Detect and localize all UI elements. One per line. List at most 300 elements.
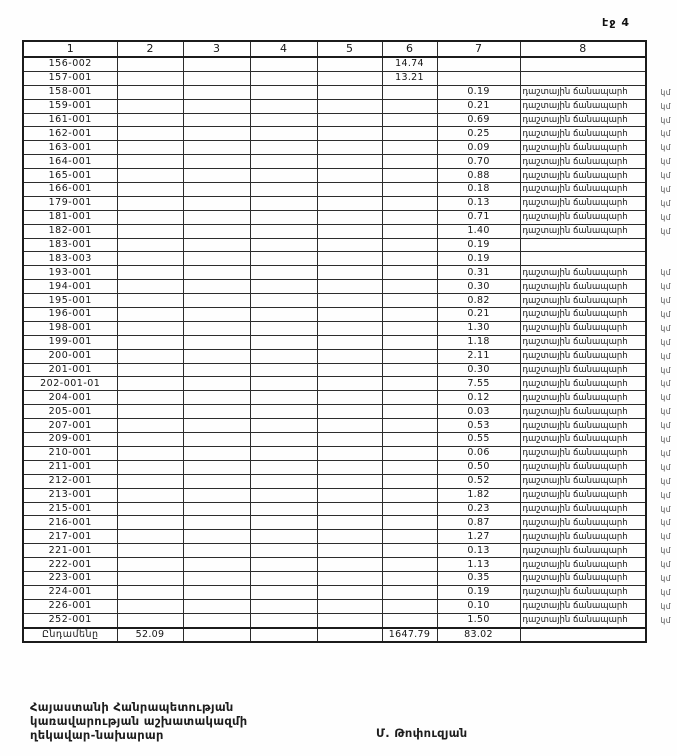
cell-col2 (117, 294, 183, 308)
footer-org-line1: Հայաստանի Հանրապետության (30, 700, 234, 714)
cell-col4 (250, 308, 317, 322)
cell-col7: 0.31 (437, 266, 520, 280)
cell-col6 (382, 308, 437, 322)
cell-col3 (183, 349, 250, 363)
cell-road-code: 179-001 (23, 196, 117, 210)
cell-col5 (317, 446, 382, 460)
cell-col4 (250, 516, 317, 530)
cell-col6 (382, 224, 437, 238)
cell-col5 (317, 252, 382, 266)
cell-road-type (520, 183, 671, 197)
road-type-text: դաշտային ճանապարհ (522, 531, 628, 542)
total-col5 (317, 628, 382, 643)
table-row (23, 85, 646, 99)
cell-road-code: 209-001 (23, 433, 117, 447)
cell-col3 (183, 613, 250, 627)
cell-col6 (382, 502, 437, 516)
table-row (23, 460, 646, 474)
cell-col2 (117, 558, 183, 572)
margin-unit-note: կմ (660, 379, 671, 389)
cell-col3 (183, 433, 250, 447)
margin-unit-note: կմ (660, 129, 671, 139)
cell-road-code: 199-001 (23, 335, 117, 349)
cell-road-type (520, 169, 671, 183)
cell-col6 (382, 474, 437, 488)
table-row (23, 141, 646, 155)
cell-col6 (382, 99, 437, 113)
cell-col3 (183, 99, 250, 113)
road-type-text: դաշտային ճանապարհ (522, 545, 628, 556)
road-type-text: դաշտային ճանապարհ (522, 86, 628, 98)
cell-col3 (183, 210, 250, 224)
cell-col2 (117, 391, 183, 405)
table-row (23, 405, 646, 419)
column-header-4: 4 (250, 41, 317, 57)
cell-col5 (317, 530, 382, 544)
cell-col3 (183, 446, 250, 460)
road-type-text: դաշտային ճանապարհ (522, 406, 628, 417)
cell-road-code: 200-001 (23, 349, 117, 363)
table-body (23, 57, 671, 628)
cell-col3 (183, 363, 250, 377)
cell-col7: 7.55 (437, 377, 520, 391)
cell-col7: 1.27 (437, 530, 520, 544)
cell-road-type (520, 280, 671, 294)
cell-road-code: 204-001 (23, 391, 117, 405)
cell-col7: 0.06 (437, 446, 520, 460)
table-row (23, 335, 646, 349)
cell-col7: 0.13 (437, 196, 520, 210)
cell-road-code: 157-001 (23, 71, 117, 85)
cell-col3 (183, 113, 250, 127)
cell-road-type (520, 585, 671, 599)
road-type-text: դաշտային ճանապարհ (522, 378, 628, 390)
cell-col4 (250, 488, 317, 502)
margin-unit-note: կմ (660, 435, 671, 445)
cell-col3 (183, 391, 250, 405)
cell-col3 (183, 127, 250, 141)
road-type-text: դաշտային ճանապարհ (522, 156, 628, 167)
cell-col6 (382, 613, 437, 627)
road-type-text: դաշտային ճանապարհ (522, 462, 628, 473)
cell-col4 (250, 196, 317, 210)
cell-col3 (183, 502, 250, 516)
cell-road-code: 196-001 (23, 308, 117, 322)
column-header-3: 3 (183, 41, 250, 57)
cell-col4 (250, 502, 317, 516)
cell-col2 (117, 405, 183, 419)
cell-road-code: 161-001 (23, 113, 117, 127)
cell-col7: 0.13 (437, 544, 520, 558)
margin-unit-note: կմ (660, 560, 671, 570)
cell-col3 (183, 308, 250, 322)
cell-road-type (520, 613, 671, 627)
road-type-text: դաշտային ճանապարհ (522, 184, 628, 195)
cell-col4 (250, 544, 317, 558)
cell-road-type (520, 113, 671, 127)
cell-col6 (382, 599, 437, 613)
cell-col6 (382, 433, 437, 447)
cell-col5 (317, 141, 382, 155)
cell-col2 (117, 183, 183, 197)
cell-col3 (183, 169, 250, 183)
cell-col6 (382, 252, 437, 266)
cell-col6 (382, 377, 437, 391)
cell-road-code: 182-001 (23, 224, 117, 238)
cell-col3 (183, 599, 250, 613)
cell-col5 (317, 127, 382, 141)
total-col3 (183, 628, 250, 643)
cell-road-type (520, 474, 671, 488)
cell-col7: 1.13 (437, 558, 520, 572)
cell-col3 (183, 321, 250, 335)
road-type-text: դաշտային ճանապարհ (522, 142, 628, 154)
road-type-text: դաշտային ճանապարհ (522, 614, 628, 626)
cell-col7: 0.09 (437, 141, 520, 155)
table-row (23, 571, 646, 585)
cell-col7: 0.52 (437, 474, 520, 488)
cell-col7: 1.50 (437, 613, 520, 627)
margin-unit-note: կմ (660, 546, 671, 556)
table-row (23, 544, 646, 558)
cell-col2 (117, 57, 183, 71)
cell-col3 (183, 238, 250, 252)
cell-col6 (382, 446, 437, 460)
cell-road-code: 156-002 (23, 57, 117, 71)
cell-col5 (317, 419, 382, 433)
cell-road-type (520, 530, 671, 544)
cell-col7: 0.30 (437, 363, 520, 377)
cell-col5 (317, 502, 382, 516)
road-type-text: դաշտային ճանապարհ (522, 267, 628, 279)
table-row (23, 266, 646, 280)
cell-col7: 0.88 (437, 169, 520, 183)
margin-unit-note: կմ (660, 198, 671, 208)
cell-col4 (250, 127, 317, 141)
cell-road-code: 252-001 (23, 613, 117, 627)
cell-col4 (250, 571, 317, 585)
cell-col2 (117, 544, 183, 558)
road-type-text: դաշտային ճանապարհ (522, 559, 628, 570)
cell-col3 (183, 419, 250, 433)
footer-title-line3: ղեկավար-նախարար (30, 728, 164, 742)
cell-road-type (520, 419, 671, 433)
cell-road-type (520, 391, 671, 405)
cell-col2 (117, 585, 183, 599)
margin-unit-note: կմ (660, 212, 671, 222)
cell-col7: 0.50 (437, 460, 520, 474)
cell-col4 (250, 363, 317, 377)
cell-col7: 0.23 (437, 502, 520, 516)
cell-col2 (117, 71, 183, 85)
cell-road-type (520, 71, 646, 85)
cell-col3 (183, 335, 250, 349)
cell-road-code: 224-001 (23, 585, 117, 599)
cell-col5 (317, 57, 382, 71)
cell-col7: 0.30 (437, 280, 520, 294)
cell-road-code: 213-001 (23, 488, 117, 502)
cell-col6 (382, 141, 437, 155)
cell-col3 (183, 405, 250, 419)
table-row (23, 308, 646, 322)
cell-col5 (317, 210, 382, 224)
cell-road-code: 201-001 (23, 363, 117, 377)
cell-road-type (520, 405, 671, 419)
cell-road-code: 202-001-01 (23, 377, 117, 391)
margin-unit-note: կմ (660, 573, 671, 583)
table-row (23, 530, 646, 544)
road-type-text: դաշտային ճանապարհ (522, 573, 628, 584)
cell-col5 (317, 321, 382, 335)
cell-col4 (250, 391, 317, 405)
table-row (23, 294, 646, 308)
margin-unit-note: կմ (660, 323, 671, 333)
cell-col3 (183, 516, 250, 530)
cell-col7: 1.18 (437, 335, 520, 349)
cell-col5 (317, 377, 382, 391)
cell-col5 (317, 155, 382, 169)
cell-road-type (520, 571, 671, 585)
table-row (23, 558, 646, 572)
cell-col5 (317, 71, 382, 85)
road-type-text: դաշտային ճանապարհ (522, 420, 628, 431)
cell-col5 (317, 238, 382, 252)
road-type-text: դաշտային ճանապարհ (522, 295, 628, 306)
table-row (23, 183, 646, 197)
cell-col3 (183, 544, 250, 558)
cell-col2 (117, 99, 183, 113)
cell-col4 (250, 433, 317, 447)
road-type-text: դաշտային ճանապարհ (522, 489, 628, 501)
roads-table-wrapper (22, 40, 671, 643)
cell-col3 (183, 530, 250, 544)
margin-unit-note: կմ (660, 171, 671, 181)
table-row (23, 321, 646, 335)
cell-col2 (117, 196, 183, 210)
cell-road-code: 193-001 (23, 266, 117, 280)
cell-col6 (382, 321, 437, 335)
cell-col7: 0.19 (437, 252, 520, 266)
cell-col6: 13.21 (382, 71, 437, 85)
cell-col7: 0.55 (437, 433, 520, 447)
cell-road-code: 195-001 (23, 294, 117, 308)
cell-col7: 0.35 (437, 571, 520, 585)
cell-col6 (382, 405, 437, 419)
table-row (23, 99, 646, 113)
cell-col5 (317, 585, 382, 599)
cell-road-type (520, 238, 646, 252)
cell-col4 (250, 405, 317, 419)
cell-col5 (317, 224, 382, 238)
table-row (23, 113, 646, 127)
cell-col2 (117, 85, 183, 99)
cell-col2 (117, 363, 183, 377)
cell-col7: 0.82 (437, 294, 520, 308)
road-type-text: դաշտային ճանապարհ (522, 337, 628, 348)
cell-road-code: 183-003 (23, 252, 117, 266)
margin-unit-note: կմ (660, 282, 671, 292)
cell-road-type (520, 321, 671, 335)
cell-road-type (520, 294, 671, 308)
margin-unit-note: կմ (660, 448, 671, 458)
cell-col6 (382, 460, 437, 474)
cell-col5 (317, 183, 382, 197)
table-row (23, 155, 646, 169)
cell-col2 (117, 349, 183, 363)
table-row (23, 224, 646, 238)
cell-col2 (117, 502, 183, 516)
cell-col4 (250, 183, 317, 197)
cell-col3 (183, 252, 250, 266)
cell-road-code: 223-001 (23, 571, 117, 585)
cell-col7: 0.53 (437, 419, 520, 433)
cell-col6 (382, 238, 437, 252)
cell-col2 (117, 433, 183, 447)
cell-col2 (117, 169, 183, 183)
cell-col4 (250, 613, 317, 627)
cell-road-type (520, 502, 671, 516)
header-row (23, 41, 646, 57)
cell-col7: 0.18 (437, 183, 520, 197)
margin-unit-note: կմ (660, 587, 671, 597)
cell-col4 (250, 377, 317, 391)
cell-col7 (437, 57, 520, 71)
margin-unit-note: կմ (660, 268, 671, 278)
cell-col3 (183, 571, 250, 585)
cell-col6: 14.74 (382, 57, 437, 71)
cell-col2 (117, 155, 183, 169)
total-col6: 1647.79 (382, 628, 437, 643)
cell-col4 (250, 224, 317, 238)
cell-col7: 0.10 (437, 599, 520, 613)
margin-unit-note: կմ (660, 518, 671, 528)
cell-col3 (183, 224, 250, 238)
cell-col3 (183, 183, 250, 197)
cell-col7: 0.25 (437, 127, 520, 141)
margin-unit-note: կմ (660, 615, 671, 625)
margin-unit-note: կմ (660, 601, 671, 611)
cell-col2 (117, 113, 183, 127)
cell-col3 (183, 280, 250, 294)
cell-road-type (520, 433, 671, 447)
cell-col4 (250, 169, 317, 183)
cell-col4 (250, 57, 317, 71)
cell-col7: 0.19 (437, 238, 520, 252)
cell-col4 (250, 155, 317, 169)
cell-col4 (250, 474, 317, 488)
cell-col5 (317, 196, 382, 210)
column-header-6: 6 (382, 41, 437, 57)
column-header-7: 7 (437, 41, 520, 57)
cell-col4 (250, 599, 317, 613)
cell-col4 (250, 252, 317, 266)
cell-col5 (317, 613, 382, 627)
cell-col7: 0.21 (437, 99, 520, 113)
cell-col5 (317, 99, 382, 113)
table-row (23, 446, 646, 460)
cell-road-code: 162-001 (23, 127, 117, 141)
cell-col4 (250, 446, 317, 460)
cell-road-type (520, 85, 671, 99)
column-header-1: 1 (23, 41, 117, 57)
table-row (23, 488, 646, 502)
cell-col5 (317, 488, 382, 502)
column-header-2: 2 (117, 41, 183, 57)
page-number-label: էջ 4 (602, 16, 630, 29)
cell-road-type (520, 460, 671, 474)
cell-road-type (520, 155, 671, 169)
cell-col4 (250, 238, 317, 252)
column-header-8: 8 (520, 41, 646, 57)
cell-col5 (317, 280, 382, 294)
cell-col2 (117, 238, 183, 252)
cell-col2 (117, 210, 183, 224)
cell-col4 (250, 266, 317, 280)
cell-road-type (520, 266, 671, 280)
cell-col7: 1.82 (437, 488, 520, 502)
cell-col6 (382, 335, 437, 349)
cell-col5 (317, 294, 382, 308)
cell-col3 (183, 558, 250, 572)
road-type-text: դաշտային ճանապարհ (522, 475, 628, 487)
margin-unit-note: կմ (660, 365, 671, 375)
cell-road-type (520, 99, 671, 113)
cell-col3 (183, 377, 250, 391)
cell-col6 (382, 530, 437, 544)
margin-unit-note: կմ (660, 157, 671, 167)
cell-col4 (250, 113, 317, 127)
cell-col5 (317, 433, 382, 447)
road-type-text: դաշտային ճանապարհ (522, 198, 628, 209)
table-row (23, 613, 646, 627)
cell-col3 (183, 196, 250, 210)
table-row (23, 280, 646, 294)
cell-col4 (250, 85, 317, 99)
cell-col5 (317, 349, 382, 363)
cell-col4 (250, 460, 317, 474)
cell-col6 (382, 210, 437, 224)
cell-col6 (382, 169, 437, 183)
road-type-text: դաշտային ճանապարհ (522, 309, 628, 320)
table-row (23, 599, 646, 613)
cell-col4 (250, 585, 317, 599)
road-type-text: դաշտային ճանապարհ (522, 128, 628, 140)
cell-col3 (183, 85, 250, 99)
margin-unit-note: կմ (660, 532, 671, 542)
cell-col2 (117, 599, 183, 613)
cell-col7: 0.69 (437, 113, 520, 127)
margin-unit-note: կմ (660, 421, 671, 431)
cell-col4 (250, 99, 317, 113)
cell-road-type (520, 363, 671, 377)
cell-col2 (117, 446, 183, 460)
cell-col5 (317, 599, 382, 613)
cell-road-type (520, 446, 671, 460)
cell-col3 (183, 585, 250, 599)
road-type-text: դաշտային ճանապարհ (522, 448, 628, 459)
cell-road-type (520, 349, 671, 363)
cell-col3 (183, 460, 250, 474)
cell-col2 (117, 141, 183, 155)
margin-unit-note: կմ (660, 393, 671, 403)
cell-road-type (520, 210, 671, 224)
cell-road-code: 217-001 (23, 530, 117, 544)
road-type-text: դաշտային ճանապարհ (522, 114, 628, 126)
road-type-text: դաշտային ճանապարհ (522, 170, 628, 181)
cell-col6 (382, 585, 437, 599)
cell-col2 (117, 308, 183, 322)
road-type-text: դաշտային ճանապարհ (522, 587, 628, 598)
